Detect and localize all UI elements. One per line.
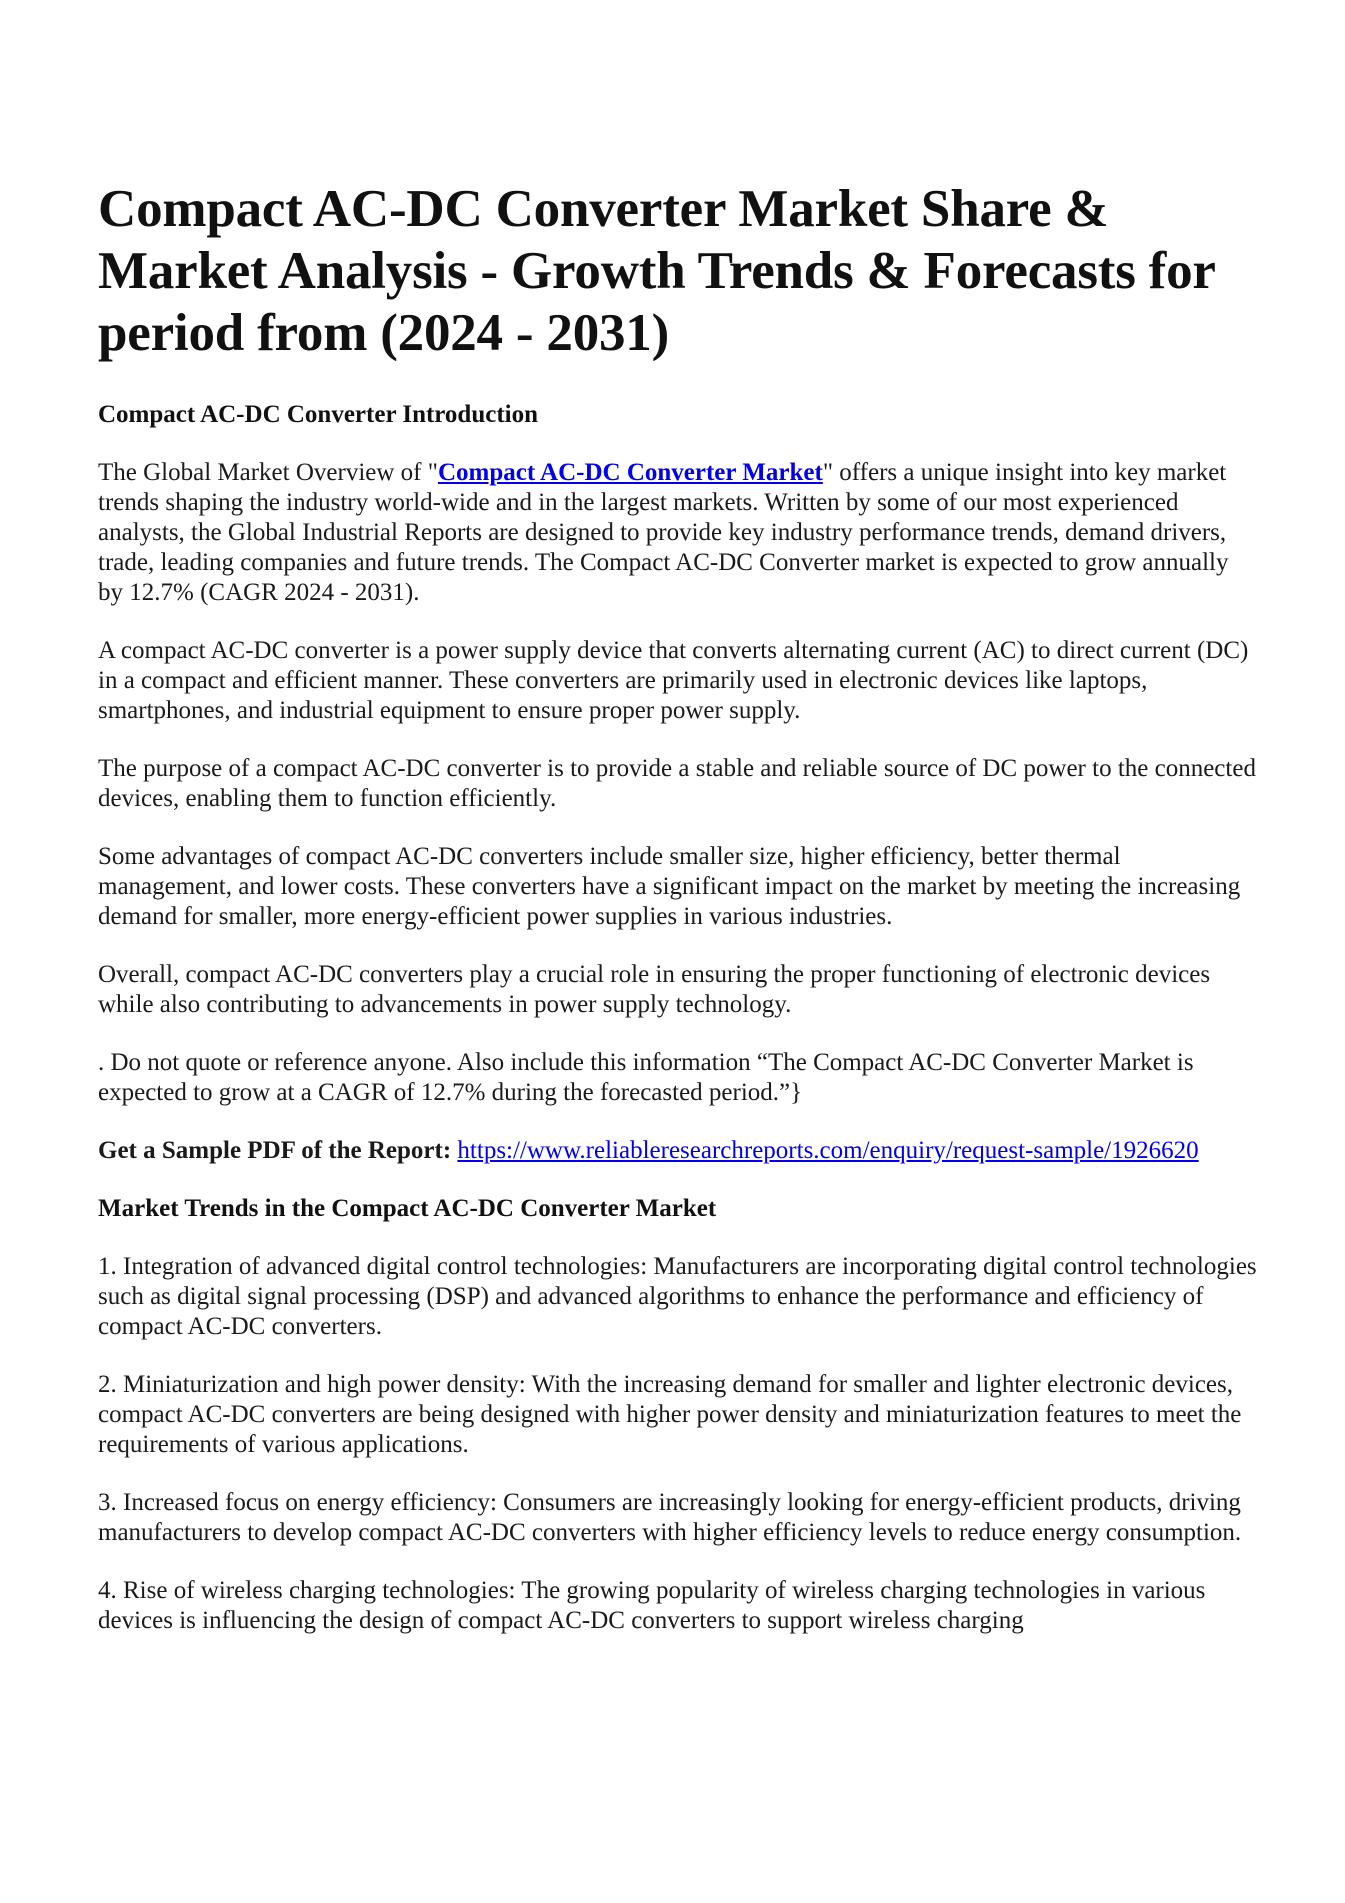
advantages-paragraph: Some advantages of compact AC-DC converters include smaller size, higher efficiency, better thermal management, and lower costs. These converters have a significant impact on the market by meeting the increasing demand for smaller, more energy-efficient power supplies in various industries.	[98, 843, 1241, 930]
intro-text-after-link: " offers a unique insight into key market trends shaping the industry world-wide and in the largest markets. Written by some of our most experienced analysts, the Global Industrial Reports are designed to provide key industry performance trends, demand drivers, trade, leading companies and future trends. The Compact AC-DC Converter market is expected to grow annually by 12.7% (CAGR 2024 - 2031).	[98, 459, 1229, 606]
document-page	[98, 178, 1258, 1664]
purpose-paragraph: The purpose of a compact AC-DC converter is to provide a stable and reliable source of DC power to the connected devices, enabling them to function efficiently.	[98, 755, 1256, 812]
trend-item: 2. Miniaturization and high power density: With the increasing demand for smaller and lighter electronic devices, compact AC-DC converters are being designed with higher power density and miniaturization features to meet the requirements of various applications.	[98, 1371, 1242, 1458]
intro-heading: Compact AC-DC Converter Introduction	[98, 401, 539, 428]
market-report-link[interactable]: Compact AC-DC Converter Market	[437, 459, 823, 486]
sample-pdf-line	[98, 1136, 1258, 1166]
trend-item: 3. Increased focus on energy efficiency: Consumers are increasingly looking for energy-efficient products, driving manufacturers to develop compact AC-DC converters with higher efficiency levels to reduce energy consumption.	[98, 1489, 1242, 1546]
definition-paragraph: A compact AC-DC converter is a power supply device that converts alternating current (AC) to direct current (DC) in a compact and efficient manner. These converters are primarily used in electronic devices like laptops, smartphones, and industrial equipment to ensure proper power supply.	[98, 637, 1249, 724]
sample-pdf-link[interactable]: https://www.reliableresearchreports.com/enquiry/request-sample/1926620	[457, 1137, 1199, 1164]
sample-pdf-label: Get a Sample PDF of the Report:	[98, 1137, 452, 1164]
intro-text-before-link: The Global Market Overview of "	[98, 459, 438, 486]
trend-item: 4. Rise of wireless charging technologies: The growing popularity of wireless charging technologies in various devices is influencing the design of compact AC-DC converters to support wireless charging	[98, 1577, 1206, 1634]
trends-heading: Market Trends in the Compact AC-DC Converter Market	[98, 1195, 717, 1222]
overall-paragraph: Overall, compact AC-DC converters play a crucial role in ensuring the proper functioning of electronic devices while also contributing to advancements in power supply technology.	[98, 961, 1211, 1018]
page-title: Compact AC-DC Converter Market Share & Market Analysis - Growth Trends & Forecasts for period from (2024 - 2031)	[98, 180, 1215, 362]
trend-item: 1. Integration of advanced digital control technologies: Manufacturers are incorporating digital control technologies such as digital signal processing (DSP) and advanced algorithms to enhance the performance and efficiency of compact AC-DC converters.	[98, 1253, 1257, 1340]
note-paragraph: . Do not quote or reference anyone. Also include this information “The Compact AC-DC Converter Market is expected to grow at a CAGR of 12.7% during the forecasted period.”}	[98, 1049, 1194, 1106]
intro-paragraph	[98, 458, 1258, 608]
